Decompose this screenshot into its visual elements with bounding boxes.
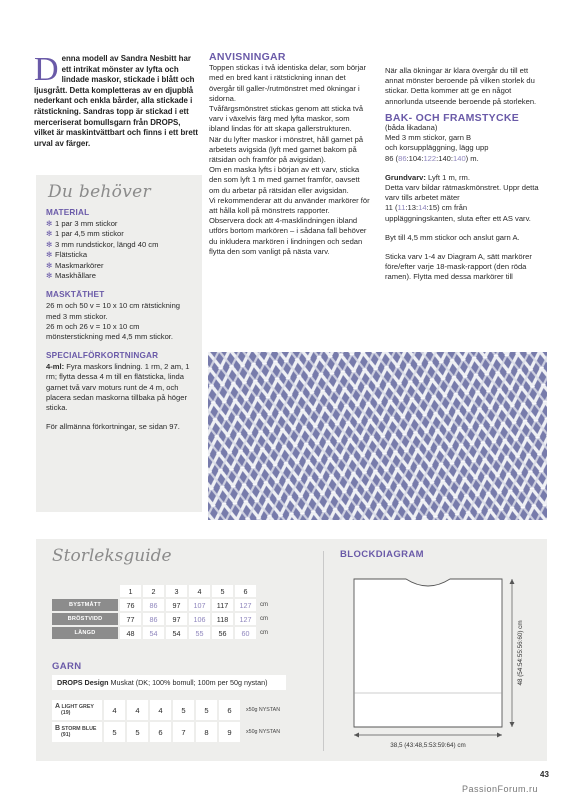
gauge-text-2: 26 m och 26 v = 10 x 10 cm mönsterstickning med 4,5 mm stickor.: [46, 321, 174, 342]
gauge-heading: MASKTÄTHET: [46, 290, 105, 300]
height-label: 48 (54:54:55:56:60) cm: [517, 620, 524, 686]
yarn-cell: 4: [104, 700, 125, 720]
instructions-p6: Observera dock att 4-masklindningen ibland utförs bortom markören – i sådana fall behöver du inkludera markören i lindningen och sedan flytta den som vanligt på nästa varv.: [209, 216, 367, 256]
row-label: BRÖSTVIDD: [52, 613, 118, 625]
size-cell: 86: [143, 613, 164, 625]
yarn-cell: 4: [150, 700, 171, 720]
yarn-table: [50, 698, 286, 744]
abbreviation-text: 4-ml: Fyra maskors lindning. 1 rm, 2 am, 1 rm; flytta dessa 4 m till en flätsticka, linda garnet två varv moturs runt de 4 m, och placera sedan maskorna tillbaka på höger sticka.: [46, 362, 190, 413]
needle-change: Byt till 4,5 mm stickor och anslut garn A.: [385, 232, 520, 242]
arrow-left-icon: [354, 733, 359, 738]
material-list: [46, 219, 202, 281]
asterisk-icon: ✻: [46, 260, 53, 270]
asterisk-icon: ✻: [46, 271, 53, 281]
basic-row-repeat: Detta varv bildar rätmaskmönstret. Uppr detta varv tills arbetet mäter: [385, 183, 539, 203]
yarn-cell: 5: [173, 700, 194, 720]
garment-outline: [354, 579, 502, 727]
instructions-column: [209, 52, 371, 257]
size-cell: 55: [189, 627, 210, 639]
asterisk-icon: ✻: [46, 229, 53, 239]
instructions-p5: Vi rekommenderar att du använder markörer för att hålla koll på mönstrets rapporter.: [209, 195, 370, 216]
yarn-cell: 6: [219, 700, 240, 720]
unit-label: x50g NYSTAN: [245, 707, 281, 713]
yarn-cell: 5: [196, 700, 217, 720]
cast-on-line-1: Med 3 mm stickor, garn B: [385, 133, 472, 143]
material-item: ✻ 1 par 4,5 mm stickor: [46, 229, 124, 239]
instructions-p1: Toppen stickas i två identiska delar, som börjar med en bred kant i rätstickning innan det övergår till galler-/rutmönstret med ökningar i sidorna.: [209, 63, 367, 103]
table-row: [52, 599, 270, 611]
unit-label: cm: [260, 602, 268, 608]
material-heading: MATERIAL: [46, 208, 90, 217]
basic-row-measure: 11 (11:13:14:15) cm från: [385, 203, 468, 213]
yarn-cell: 8: [196, 722, 217, 742]
yarn-heading: GARN: [52, 661, 82, 672]
body-heading: BAK- OCH FRAMSTYCKE: [385, 111, 520, 124]
size-guide-title: Storleksguide: [52, 546, 172, 566]
size-header: 5: [212, 585, 233, 597]
size-header: 3: [166, 585, 187, 597]
material-item: ✻ 1 par 3 mm stickor: [46, 219, 118, 228]
yarn-cell: 5: [104, 722, 125, 742]
size-cell: 86: [143, 599, 164, 611]
table-row: [52, 700, 284, 720]
block-diagram-heading: BLOCKDIAGRAM: [340, 549, 424, 560]
yarn-cell: 6: [150, 722, 171, 742]
size-cell: 97: [166, 613, 187, 625]
abbreviations-heading: SPECIALFÖRKORTNINGAR: [46, 351, 159, 361]
diagram-instructions: Sticka varv 1-4 av Diagram A, sätt markörer före/efter varje 18-mask-rapport (den röda ramen). Flytta med dessa markörer till: [385, 252, 532, 282]
block-diagram: [336, 567, 541, 757]
unit-label: x50g NYSTAN: [245, 729, 281, 735]
table-row: [52, 722, 284, 742]
size-cell: 117: [212, 599, 233, 611]
size-cell: 127: [235, 613, 256, 625]
gauge-text-1: 26 m och 50 v = 10 x 10 cm rätstickning med 3 mm stickor.: [46, 301, 181, 321]
yarn-color-label: A LIGHT GREY (19): [52, 700, 102, 720]
arrow-right-icon: [497, 733, 502, 738]
watermark: PassionForum.ru: [462, 784, 539, 794]
body-subheading: (båda likadana): [385, 123, 438, 133]
size-header: 1: [120, 585, 141, 597]
instructions-p3: När du lyfter maskor i mönstret, håll garnet på arbetets avigsida (lyft med garnet bakom på rätsidan och framför på avigsidan).: [209, 134, 364, 165]
intro-paragraph: [34, 51, 199, 149]
abbreviation-reference: För allmänna förkortningar, se sidan 97.: [46, 422, 180, 432]
size-cell: 48: [120, 627, 141, 639]
asterisk-icon: ✻: [46, 239, 53, 249]
size-cell: 97: [166, 599, 187, 611]
size-cell: 56: [212, 627, 233, 639]
size-table: [50, 583, 272, 641]
size-cell: 107: [189, 599, 210, 611]
instructions-p2: Tvåfärgsmönstret stickas genom att sticka två varv i växelvis färg med lyfta maskor, som ibland lindas för att skapa gallerstrukturen.: [209, 104, 364, 134]
material-item: ✻ 3 mm rundstickor, längd 40 cm: [46, 239, 159, 249]
yarn-cell: 7: [173, 722, 194, 742]
instructions-heading: ANVISNINGAR: [209, 51, 286, 63]
size-cell: 60: [235, 627, 256, 639]
page-number: 43: [540, 770, 549, 779]
drop-cap: D: [34, 51, 59, 88]
yarn-cell: 9: [219, 722, 240, 742]
size-cell: 54: [143, 627, 164, 639]
size-header: 2: [143, 585, 164, 597]
size-cell: 77: [120, 613, 141, 625]
material-item: ✻ Maskhållare: [46, 271, 96, 281]
unit-label: cm: [260, 616, 268, 622]
table-row: [52, 613, 270, 625]
yarn-description: DROPS Design Muskat (DK; 100% bomull; 100m per 50g nystan): [52, 675, 286, 690]
supplies-box: [36, 175, 202, 512]
yarn-cell: 4: [127, 700, 148, 720]
size-cell: 54: [166, 627, 187, 639]
instructions-p4: Om en maska lyfts i början av ett varv, sticka den som lyft 1 m med garnet framför, oavsett om du arbetar på rätsidan eller avigsidan.: [209, 165, 360, 195]
width-label: 38,5 (43:48,5:53:59:64) cm: [390, 742, 466, 749]
size-cell: 106: [189, 613, 210, 625]
arrow-down-icon: [510, 722, 515, 727]
knit-swatch-photo: [208, 352, 547, 520]
basic-row-end: uppläggningskanten, sluta efter ett AS varv.: [385, 213, 531, 223]
size-cell: 76: [120, 599, 141, 611]
supplies-title: Du behöver: [48, 182, 151, 202]
size-cell: 127: [235, 599, 256, 611]
cast-on-count: 86 (86:104:122:140:140) m.: [385, 153, 479, 163]
pattern-intro: När alla ökningar är klara övergår du till ett annat mönster beroende på vilken storlek du stickar. Detta kommer att ge en något annorlunda utseende beroende på storleken.: [385, 66, 537, 106]
asterisk-icon: ✻: [46, 219, 53, 228]
intro-text: enna modell av Sandra Nesbitt har ett intrikat mönster av lyfta och lindade maskor, stickade i blått och ljusgrått. Detta kompletteras av en djupblå nederkant och enkla bårder, alla stickade i rätstickning. Sandras topp är stickad i ett merceriserat bomullsgarn från DROPS, vilket är maskintvättbart och finns i ett brett urval av färger.: [34, 54, 198, 148]
unit-label: cm: [260, 630, 268, 636]
cast-on-line-2: och korsuppläggning, lägg upp: [385, 143, 489, 153]
yarn-cell: 5: [127, 722, 148, 742]
row-label: LÄNGD: [52, 627, 118, 639]
table-row: [52, 627, 270, 639]
yarn-color-label: B STORM BLUE (91): [52, 722, 102, 742]
size-header: 6: [235, 585, 256, 597]
pattern-column: [385, 66, 547, 283]
bottom-panel: [36, 539, 547, 761]
basic-row: Grundvarv: Lyft 1 m, rm.: [385, 172, 470, 182]
row-label: BYSTMÅTT: [52, 599, 118, 611]
asterisk-icon: ✻: [46, 250, 53, 260]
arrow-up-icon: [510, 579, 515, 584]
size-header: 4: [189, 585, 210, 597]
panel-divider: [323, 551, 324, 751]
material-item: ✻ Flätsticka: [46, 250, 88, 260]
size-header-row: [52, 585, 270, 597]
size-cell: 118: [212, 613, 233, 625]
material-item: ✻ Maskmarkörer: [46, 260, 104, 270]
